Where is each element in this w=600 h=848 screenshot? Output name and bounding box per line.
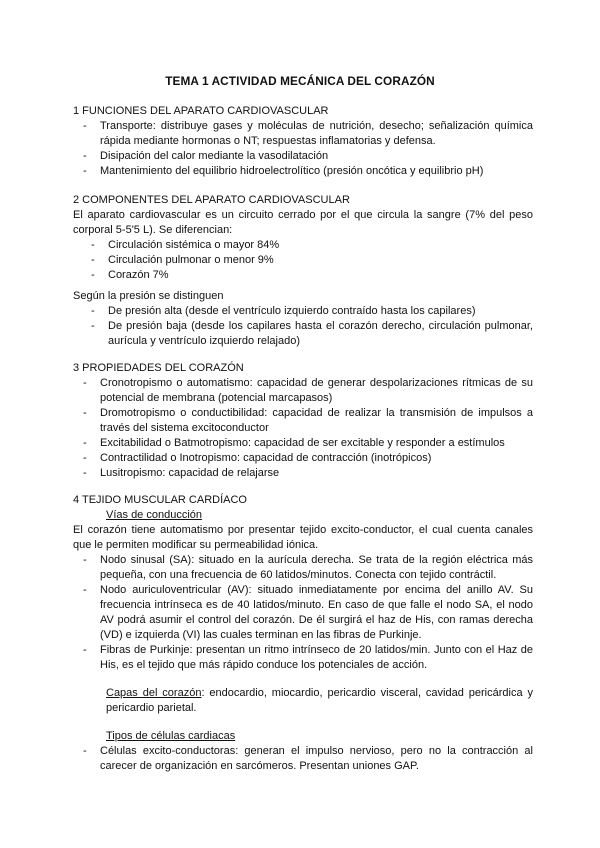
section-heading: 1 FUNCIONES DEL APARATO CARDIOVASCULAR [73,105,329,117]
list-item: - Mantenimiento del equilibrio hidroelectrolítico (presión oncótica y equilibrio pH) [83,165,484,177]
capas-paragraph: Capas del corazón: endocardio, miocardio, pericardio visceral, cavidad pericárdica y pericardio parietal. [106,687,533,714]
page-title: TEMA 1 ACTIVIDAD MECÁNICA DEL CORAZÓN [165,74,435,88]
presion-list [73,304,533,349]
list-item: - Células excito-conductoras: generan el impulso nervioso, pero no la contracción al carecer de organización en sarcómeros. Presentan uniones GAP. [83,745,533,772]
subsection-title: Capas del corazón [106,687,202,699]
list-item: - Corazón 7% [91,269,169,281]
paragraph: El aparato cardiovascular es un circuito cerrado por el que circula la sangre (7% del peso corporal 5-5'5 L). Se diferencian: [73,209,533,236]
list-item: - Transporte: distribuye gases y moléculas de nutrición, desecho; señalización química rápida mediante hormonas o NT; respuestas inflamatorias y defensa. [83,120,533,147]
subsection-title: Tipos de células cardiacas [106,730,236,742]
section-tejido [73,493,533,774]
propiedades-list [73,376,533,481]
list-item: - Nodo auriculoventricular (AV): situado inmediatamente por encima del anillo AV. Su frecuencia intrínseca es de 40 latidos/minuto. En caso de que falle el nodo SA, el nodo AV podrá asumir el control del corazón. De él surgirá el haz de His, con ramas derecha (VD) e izquierda (VI) las cuales terminan en las fibras de Purkinje. [83,584,533,641]
list-item: - Dromotropismo o conductibilidad: capacidad de realizar la transmisión de impulsos a través del sistema excitoconductor [83,407,533,434]
list-item: - Fibras de Purkinje: presentan un ritmo intrínseco de 20 latidos/min. Junto con el Haz de His, es el tejido que más rápido conduce los potenciales de acción. [83,644,533,671]
vias-list [73,553,533,673]
section-componentes [73,193,533,349]
list-item: - Cronotropismo o automatismo: capacidad de generar despolarizaciones rítmicas de su potencial de membrana (potencial marcapasos) [83,377,533,404]
list-item: - Excitabilidad o Batmotropismo: capacidad de ser excitable y responder a estímulos [83,437,505,449]
tipos-list [73,744,533,774]
section-heading: 3 PROPIEDADES DEL CORAZÓN [73,362,244,374]
list-item: - Nodo sinusal (SA): situado en la aurícula derecha. Se trata de la región eléctrica más pequeña, con una frecuencia de 60 latidos/minutos. Conecta con tejido contráctil. [83,554,533,581]
list-item: - Contractilidad o Inotropismo: capacidad de contracción (inotrópicos) [83,452,432,464]
list-item: - De presión baja (desde los capilares hasta el corazón derecho, circulación pulmonar, aurícula y ventrículo izquierdo relajado) [91,320,533,347]
section-funciones [73,104,533,179]
list-item: - Circulación pulmonar o menor 9% [91,254,274,266]
paragraph: Según la presión se distinguen [73,290,224,302]
subsection-title: Vías de conducción [106,509,203,521]
list-item: - Circulación sistémica o mayor 84% [91,239,280,251]
list-item: - Lusitropismo: capacidad de relajarse [83,467,280,479]
componentes-list [73,238,533,283]
section-heading: 2 COMPONENTES DEL APARATO CARDIOVASCULAR [73,194,350,206]
list-item: - Disipación del calor mediante la vasodilatación [83,150,329,162]
section-heading: 4 TEJIDO MUSCULAR CARDÍACO [73,494,247,506]
list-item: - De presión alta (desde el ventrículo izquierdo contraído hasta los capilares) [91,305,476,317]
paragraph: El corazón tiene automatismo por presentar tejido excito-conductor, el cual cuenta canales que le permiten modificar su permeabilidad iónica. [73,524,533,551]
funciones-list [73,119,533,179]
section-propiedades [73,361,533,481]
